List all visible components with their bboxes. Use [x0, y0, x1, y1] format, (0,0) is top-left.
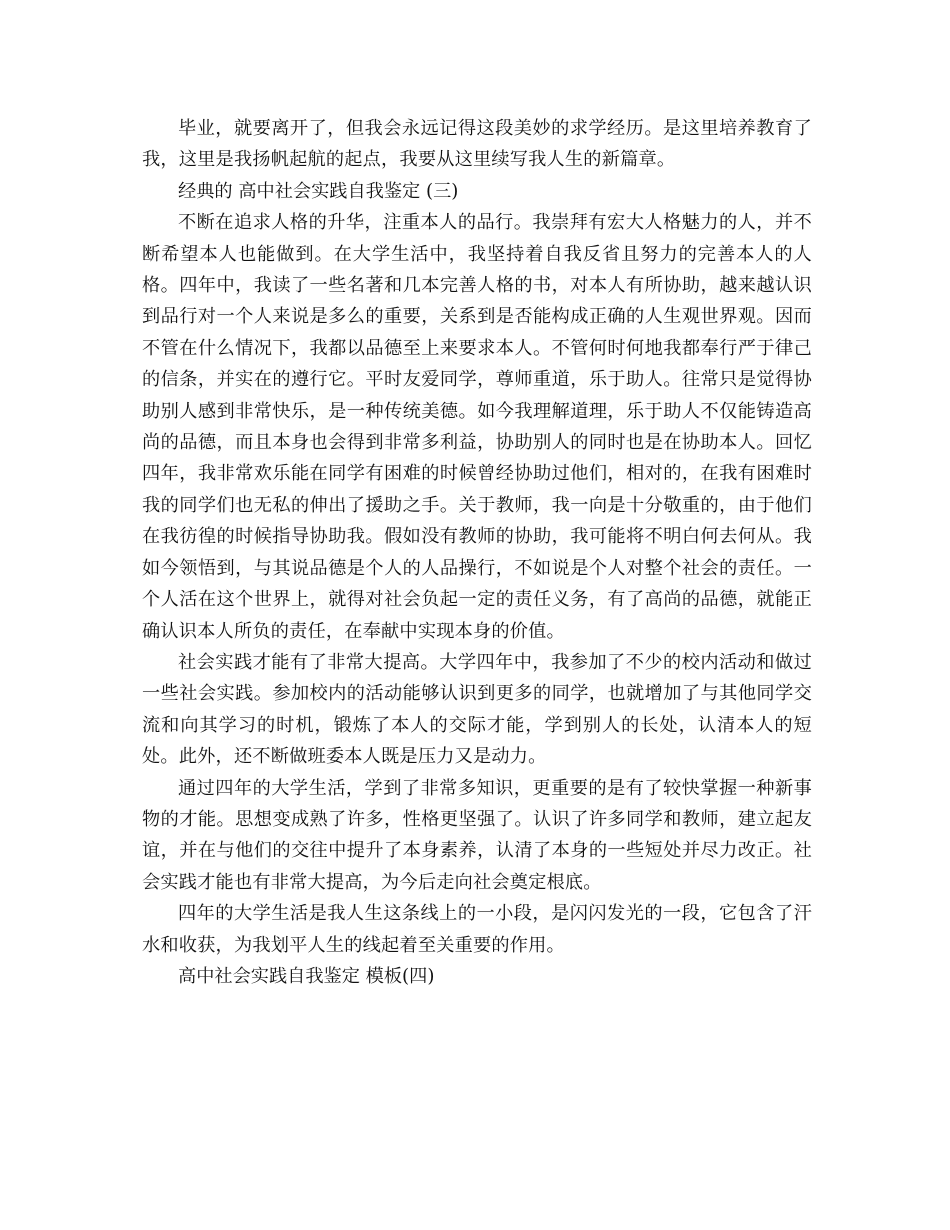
document-page	[142, 113, 812, 992]
paragraph-character: 不断在追求人格的升华，注重本人的品行。我崇拜有宏大人格魅力的人，并不断希望本人也能做到。在大学生活中，我坚持着自我反省且努力的完善本人的人格。四年中，我读了一些名著和几本完善人格的书，对本人有所协助，越来越认识到品行对一个人来说是多么的重要，关系到是否能构成正确的人生观世界观。因而不管在什么情况下，我都以品德至上来要求本人。不管何时何地我都奉行严于律己的信条，并实在的遵行它。平时友爱同学，尊师重道，乐于助人。往常只是觉得协助别人感到非常快乐，是一种传统美德。如今我理解道理，乐于助人不仅能铸造高尚的品德，而且本身也会得到非常多利益，协助别人的同时也是在协助本人。回忆四年，我非常欢乐能在同学有困难的时候曾经协助过他们，相对的，在我有困难时我的同学们也无私的伸出了援助之手。关于教师，我一向是十分敬重的，由于他们在我彷徨的时候指导协助我。假如没有教师的协助，我可能将不明白何去何从。我如今领悟到，与其说品德是个人的人品操行，不如说是个人对整个社会的责任。一个人活在这个世界上，就得对社会负起一定的责任义务，有了高尚的品德，就能正确认识本人所负的责任，在奉献中实现本身的价值。	[142, 212, 812, 642]
paragraph-closing: 毕业，就要离开了，但我会永远记得这段美妙的求学经历。是这里培养教育了我，这里是我扬帆起航的起点，我要从这里续写我人生的新篇章。	[142, 118, 812, 171]
section-heading-4: 高中社会实践自我鉴定 模板(四)	[178, 965, 435, 987]
section-heading-3: 经典的 高中社会实践自我鉴定 (三)	[178, 180, 459, 202]
paragraph-four-years: 四年的大学生活是我人生这条线上的一小段，是闪闪发光的一段，它包含了汗水和收获，为我划平人生的线起着至关重要的作用。	[142, 903, 812, 956]
paragraph-social-practice: 社会实践才能有了非常大提高。大学四年中，我参加了不少的校内活动和做过一些社会实践。参加校内的活动能够认识到更多的同学，也就增加了与其他同学交流和向其学习的时机，锻炼了本人的交际才能，学到别人的长处，认清本人的短处。此外，还不断做班委本人既是压力又是动力。	[142, 651, 812, 768]
paragraph-university-life: 通过四年的大学生活，学到了非常多知识，更重要的是有了较快掌握一种新事物的才能。思想变成熟了许多，性格更坚强了。认识了许多同学和教师，建立起友谊，并在与他们的交往中提升了本身素养，认清了本身的一些短处并尽力改正。社会实践才能也有非常大提高，为今后走向社会奠定根底。	[142, 777, 812, 893]
